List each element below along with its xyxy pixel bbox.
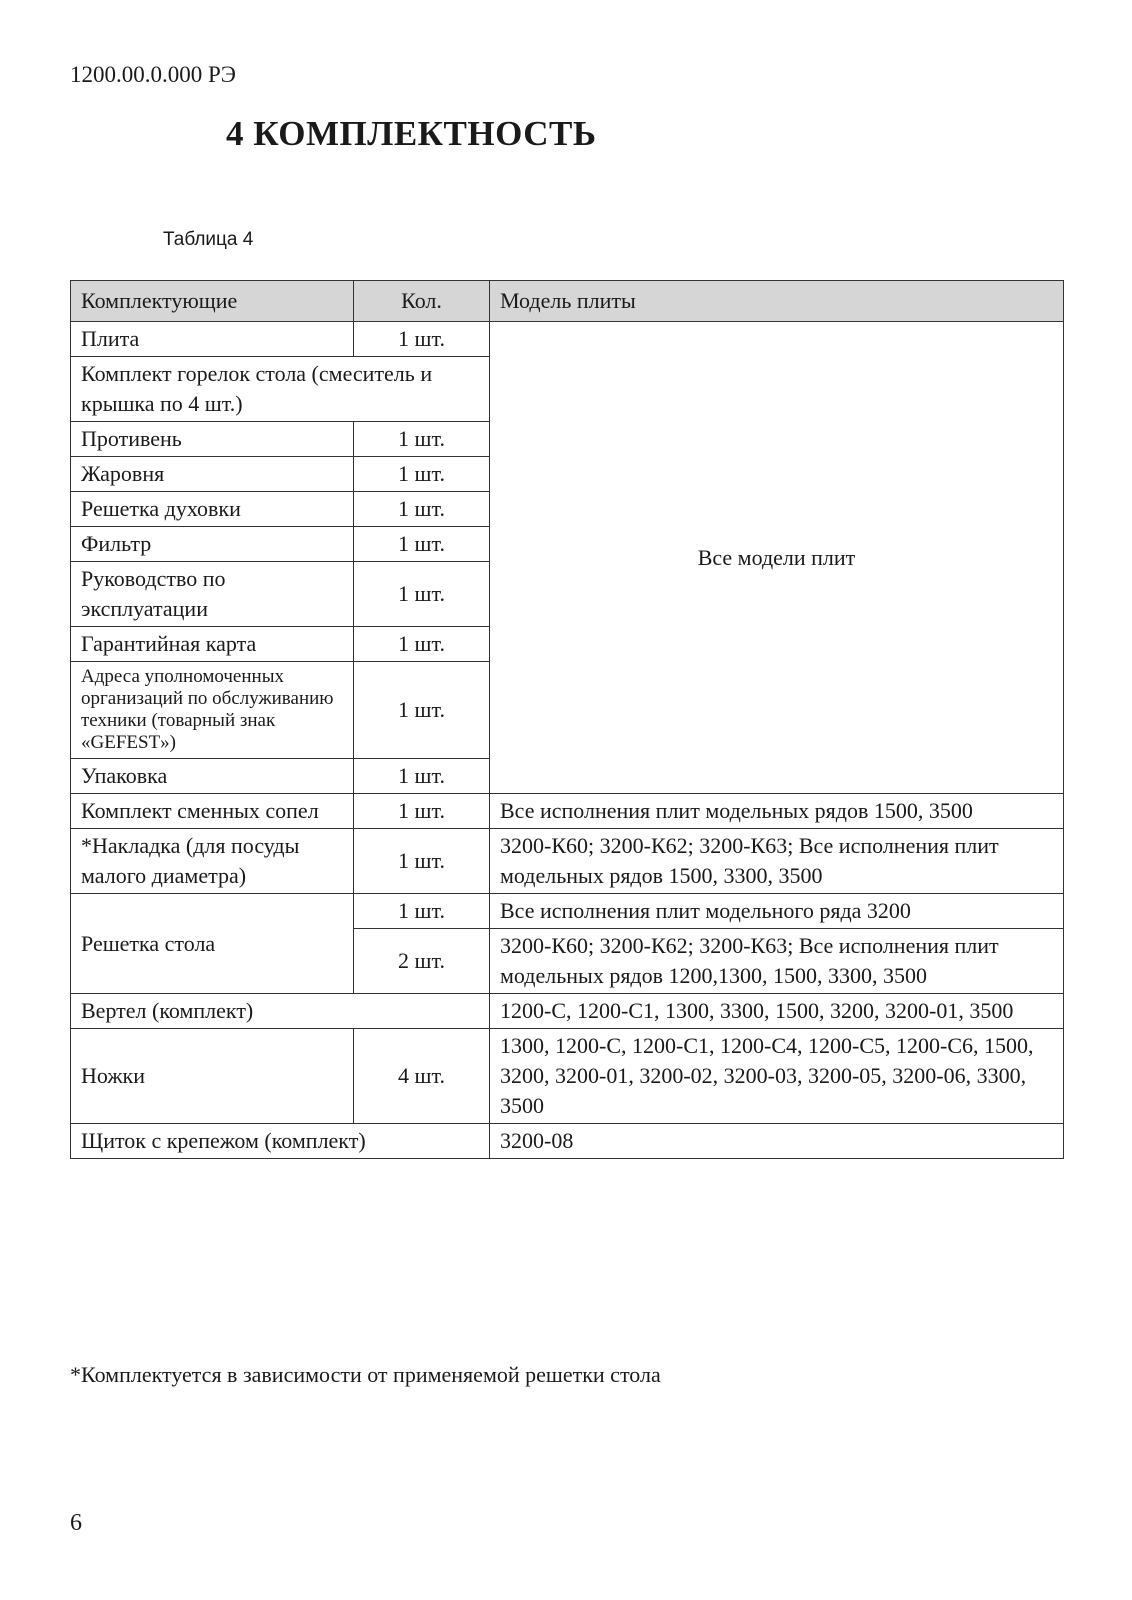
table-row: [71, 794, 1064, 829]
cell-item: Щиток с крепежом (комплект): [71, 1124, 490, 1159]
cell-item: Противень: [71, 422, 354, 457]
document-code: 1200.00.0.000 РЭ: [70, 62, 236, 87]
cell-model: Все исполнения плит модельных рядов 1500, 3500: [490, 794, 1064, 829]
cell-item: Адреса уполномоченных организаций по обслуживанию техники (товарный знак «GEFEST»): [71, 662, 354, 759]
cell-model: 1300, 1200-С, 1200-С1, 1200-С4, 1200-С5, 1200-С6, 1500, 3200, 3200-01, 3200-02, 3200-03, 3200-05, 3200-06, 3300, 3500: [490, 1029, 1064, 1124]
cell-qty: 4 шт.: [354, 1029, 490, 1124]
cell-item: *Накладка (для посуды малого диаметра): [71, 829, 354, 894]
table-row: [71, 829, 1064, 894]
cell-qty: 1 шт.: [354, 322, 490, 357]
cell-item: Гарантийная карта: [71, 627, 354, 662]
table-caption: Таблица 4: [163, 229, 254, 250]
cell-item: Комплект горелок стола (смеситель и крышка по 4 шт.): [71, 357, 490, 422]
cell-qty: 1 шт.: [354, 662, 490, 759]
cell-model: 1200-С, 1200-С1, 1300, 3300, 1500, 3200, 3200-01, 3500: [490, 994, 1064, 1029]
page-number: 6: [70, 1510, 82, 1536]
cell-qty: 1 шт.: [354, 627, 490, 662]
table-row: [71, 1029, 1064, 1124]
cell-model: 3200-К60; 3200-К62; 3200-К63; Все исполнения плит модельных рядов 1200,1300, 1500, 3300, 3500: [490, 929, 1064, 994]
table-row: [71, 994, 1064, 1029]
cell-qty: 1 шт.: [354, 794, 490, 829]
cell-qty: 1 шт.: [354, 457, 490, 492]
cell-item: Вертел (комплект): [71, 994, 490, 1029]
footnote: *Комплектуется в зависимости от применяемой решетки стола: [70, 1362, 661, 1387]
table-header-row: [71, 281, 1064, 322]
cell-item: Фильтр: [71, 527, 354, 562]
cell-item: Плита: [71, 322, 354, 357]
cell-item: Решетка стола: [71, 894, 354, 994]
cell-model: 3200-К60; 3200-К62; 3200-К63; Все исполнения плит модельных рядов 1500, 3300, 3500: [490, 829, 1064, 894]
section-title: 4 КОМПЛЕКТНОСТЬ: [226, 114, 597, 153]
cell-item: Решетка духовки: [71, 492, 354, 527]
cell-qty: 1 шт.: [354, 422, 490, 457]
cell-qty: 1 шт.: [354, 759, 490, 794]
cell-qty: 1 шт.: [354, 492, 490, 527]
cell-qty: 1 шт.: [354, 527, 490, 562]
column-header-item: Комплектующие: [71, 281, 354, 322]
cell-item: Упаковка: [71, 759, 354, 794]
cell-model-all: Все модели плит: [490, 322, 1064, 794]
table-row: [71, 894, 1064, 929]
cell-item: Жаровня: [71, 457, 354, 492]
cell-qty: 1 шт.: [354, 562, 490, 627]
cell-item: Руководство по эксплуатации: [71, 562, 354, 627]
column-header-model: Модель плиты: [490, 281, 1064, 322]
cell-model: 3200-08: [490, 1124, 1064, 1159]
table-row: [71, 322, 1064, 357]
kit-table: [70, 280, 1064, 1159]
cell-qty: 1 шт.: [354, 894, 490, 929]
table-row: [71, 1124, 1064, 1159]
cell-model: Все исполнения плит модельного ряда 3200: [490, 894, 1064, 929]
cell-qty: 2 шт.: [354, 929, 490, 994]
cell-item: Ножки: [71, 1029, 354, 1124]
column-header-qty: Кол.: [354, 281, 490, 322]
cell-item: Комплект сменных сопел: [71, 794, 354, 829]
cell-qty: 1 шт.: [354, 829, 490, 894]
